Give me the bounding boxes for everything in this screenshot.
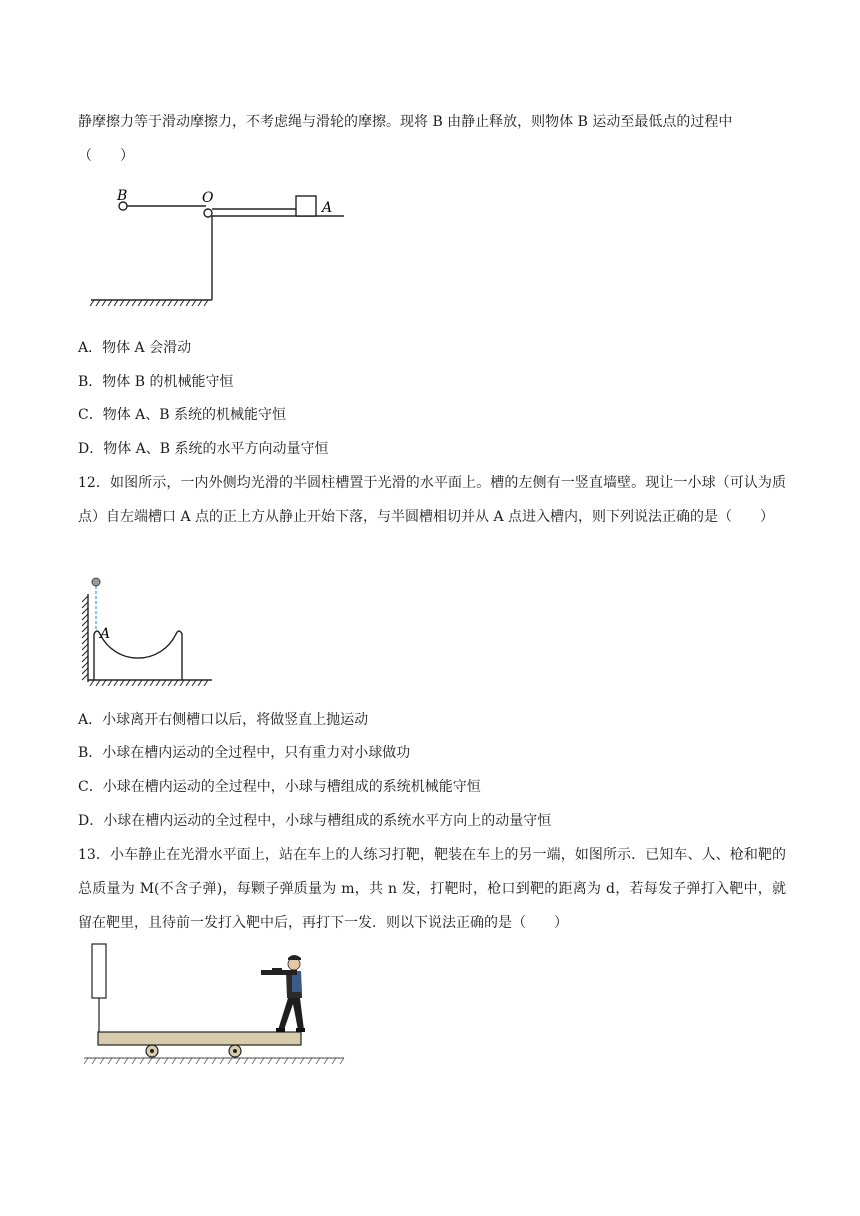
target bbox=[92, 944, 106, 998]
q12-option-a: A．小球离开右侧槽口以后，将做竖直上抛运动 bbox=[78, 712, 369, 728]
q12-option-b: B．小球在槽内运动的全过程中，只有重力对小球做功 bbox=[78, 745, 411, 761]
pulley-o bbox=[204, 209, 212, 217]
shooter-person bbox=[261, 955, 305, 1032]
q11-option-b: B．物体 B 的机械能守恒 bbox=[78, 374, 234, 390]
q12-option-c: C．小球在槽内运动的全过程中，小球与槽组成的系统机械能守恒 bbox=[78, 779, 481, 795]
block-a bbox=[296, 196, 316, 216]
q12-stem: 12．如图所示，一内外侧均光滑的半圆柱槽置于光滑的水平面上。槽的左侧有一竖直墙壁。现让一小球（可认为质点）自左端槽口 A 点的正上方从静止开始下落，与半圆槽相切并从 A 点进入槽内，则下列说法正确的是（ ） bbox=[78, 475, 786, 525]
q11-option-a: A．物体 A 会滑动 bbox=[78, 340, 192, 356]
q11-figure bbox=[86, 182, 366, 312]
q11-stem-line1: 静摩擦力等于滑动摩擦力，不考虑绳与滑轮的摩擦。现将 B 由静止释放，则物体 B 运动至最低点的过程中 bbox=[78, 114, 733, 130]
q11-option-d: D．物体 A、B 系统的水平方向动量守恒 bbox=[78, 441, 329, 457]
q12-figure bbox=[80, 574, 220, 686]
label-a: A bbox=[322, 200, 333, 216]
label-b: B bbox=[117, 188, 128, 204]
q11-option-c: C．物体 A、B 系统的机械能守恒 bbox=[78, 407, 287, 423]
q11-stem-line2: （ ） bbox=[78, 148, 134, 164]
label-o: O bbox=[202, 190, 214, 206]
q12-option-d: D．小球在槽内运动的全过程中，小球与槽组成的系统水平方向上的动量守恒 bbox=[78, 813, 552, 829]
q13-stem: 13．小车静止在光滑水平面上，站在车上的人练习打靶，靶装在车上的另一端，如图所示．已知车、人、枪和靶的总质量为 M(不含子弹)，每颗子弹质量为 m，共 n 发，打靶时，枪口到靶的距离为 d，若每发子弹打入靶中，就留在靶里，且待前一发打入靶中后，再打下一发．则以下说法正确的是（ ） bbox=[78, 847, 786, 931]
small-ball bbox=[92, 578, 100, 586]
q13-figure bbox=[80, 940, 350, 1070]
label-a-point: A bbox=[100, 626, 111, 642]
cart bbox=[98, 1032, 301, 1045]
